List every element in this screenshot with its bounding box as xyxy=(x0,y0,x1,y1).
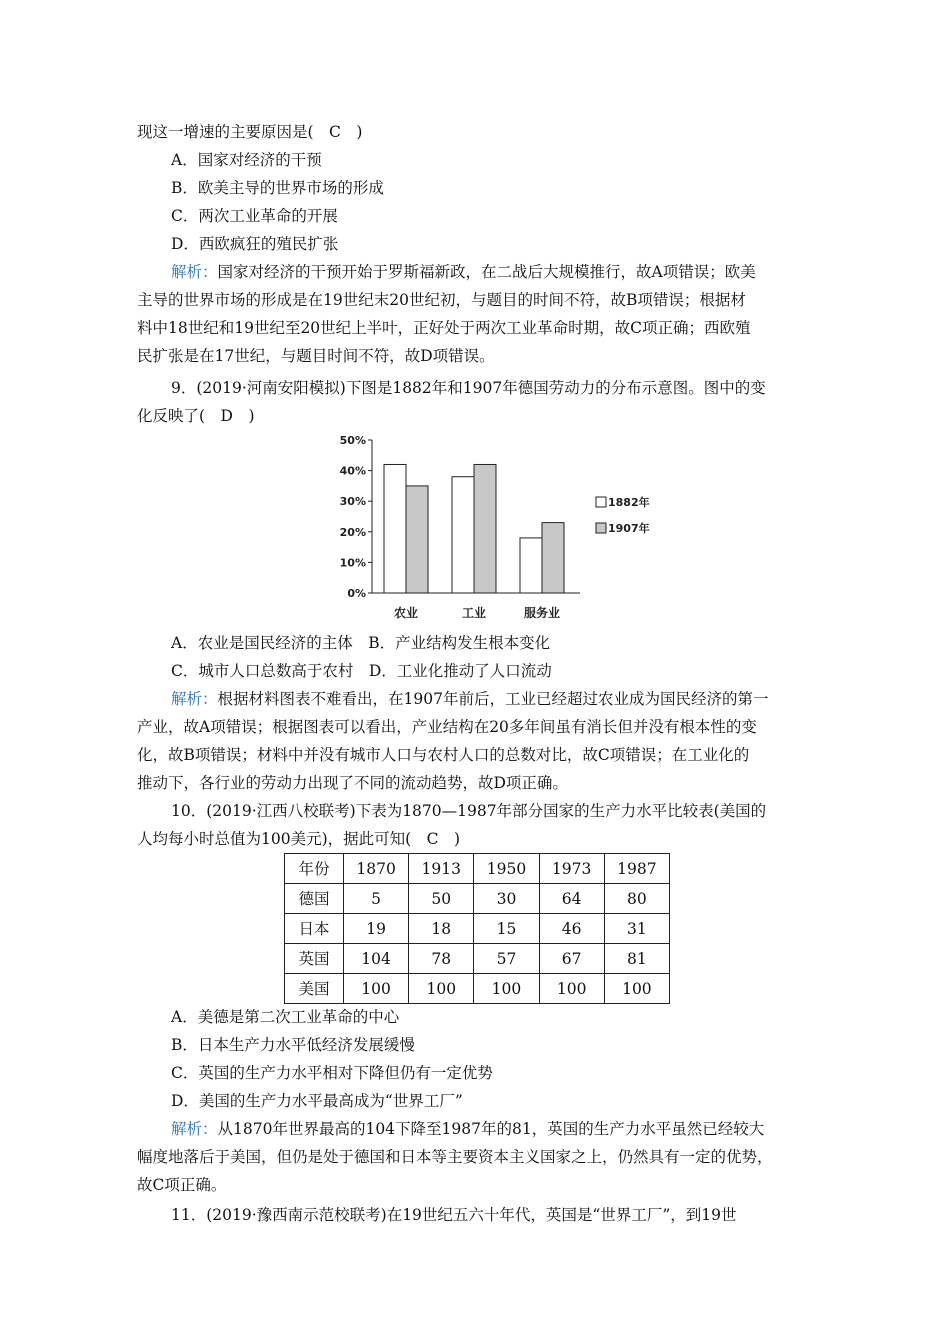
table-cell: 1987 xyxy=(604,854,669,884)
table-cell: 100 xyxy=(409,974,474,1004)
table-cell: 67 xyxy=(539,944,604,974)
table-cell: 18 xyxy=(409,914,474,944)
q9-analysis-line-4: 推动下，各行业的劳动力出现了不同的流动趋势，故D项正确。 xyxy=(137,774,568,792)
q8-analysis-line-3: 料中18世纪和19世纪至20世纪上半叶，正好处于两次工业革命时期，故C项正确；西欧殖 xyxy=(137,319,751,337)
q10-option-d: D．美国的生产力水平最高成为“世界工厂” xyxy=(171,1092,463,1110)
q8-stem-tail: 现这一增速的主要原因是( C ) xyxy=(137,123,363,141)
bar-1907年-工业 xyxy=(474,464,496,593)
y-tick-label: 50% xyxy=(339,434,366,447)
q8-analysis-line-1: 解析：国家对经济的干预开始于罗斯福新政，在二战后大规模推行，故A项错误；欧美 xyxy=(171,263,756,281)
q11-stem-line-1: 11．(2019·豫西南示范校联考)在19世纪五六十年代，英国是“世界工厂”，到19世 xyxy=(171,1206,737,1224)
table-cell: 30 xyxy=(474,884,539,914)
table-cell: 100 xyxy=(474,974,539,1004)
q10-analysis-line-1: 解析：从1870年世界最高的104下降至1987年的81，英国的生产力水平虽然已经较大 xyxy=(171,1120,765,1138)
q8-option-c: C．两次工业革命的开展 xyxy=(171,207,338,225)
table-cell: 100 xyxy=(539,974,604,1004)
q10-analysis-line-2: 幅度地落后于美国，但仍是处于德国和日本等主要资本主义国家之上，仍然具有一定的优势， xyxy=(137,1148,773,1166)
q10-stem-line-1: 10．(2019·江西八校联考)下表为1870—1987年部分国家的生产力水平比较表(美国的 xyxy=(171,802,767,820)
q10-option-a: A．美德是第二次工业革命的中心 xyxy=(171,1008,400,1026)
table-row xyxy=(285,884,670,914)
legend-label: 1882年 xyxy=(608,496,650,509)
q9-options-ab: A．农业是国民经济的主体 B．产业结构发生根本变化 xyxy=(171,634,551,652)
bar-1907年-农业 xyxy=(406,486,428,593)
productivity-table xyxy=(284,853,670,1004)
legend-swatch xyxy=(596,523,606,533)
table-cell: 64 xyxy=(539,884,604,914)
q9-stem-line-1: 9．(2019·河南安阳模拟)下图是1882年和1907年德国劳动力的分布示意图。图中的变 xyxy=(171,379,766,397)
q9-analysis-line-1: 解析：根据材料图表不难看出，在1907年前后，工业已经超过农业成为国民经济的第一 xyxy=(171,690,769,708)
table-cell: 5 xyxy=(344,884,409,914)
y-tick-label: 30% xyxy=(339,495,366,509)
table-cell: 英国 xyxy=(285,944,344,974)
table-cell: 80 xyxy=(604,884,669,914)
x-category-label: 服务业 xyxy=(523,606,561,620)
analysis-label: 解析： xyxy=(171,263,218,281)
y-tick-label: 0% xyxy=(347,587,366,600)
table-cell: 50 xyxy=(409,884,474,914)
table-row xyxy=(285,944,670,974)
q9-stem-line-2: 化反映了( D ) xyxy=(137,407,255,425)
table-cell: 1973 xyxy=(539,854,604,884)
table-cell: 19 xyxy=(344,914,409,944)
table-header-row xyxy=(285,854,670,884)
table-cell: 31 xyxy=(604,914,669,944)
legend-swatch xyxy=(596,497,606,507)
q9-analysis-line-3: 化，故B项错误；材料中并没有城市人口与农村人口的总数对比，故C项错误；在工业化的 xyxy=(137,746,750,764)
bar-1882年-服务业 xyxy=(520,538,542,593)
table-cell: 81 xyxy=(604,944,669,974)
table-cell: 1870 xyxy=(344,854,409,884)
bar-1882年-工业 xyxy=(452,477,474,593)
q8-analysis-line-4: 民扩张是在17世纪，与题目时间不符，故D项错误。 xyxy=(137,347,495,365)
bar-1882年-农业 xyxy=(384,464,406,593)
analysis-label: 解析： xyxy=(171,1120,218,1138)
q10-option-b: B．日本生产力水平低经济发展缓慢 xyxy=(171,1036,415,1054)
q8-option-b: B．欧美主导的世界市场的形成 xyxy=(171,179,384,197)
q8-analysis-line-2: 主导的世界市场的形成是在19世纪末20世纪初，与题目的时间不符，故B项错误；根据材 xyxy=(137,291,746,309)
table-cell: 100 xyxy=(344,974,409,1004)
table-cell: 100 xyxy=(604,974,669,1004)
x-category-label: 工业 xyxy=(461,606,487,620)
q8-option-a: A．国家对经济的干预 xyxy=(171,151,322,169)
labor-distribution-chart xyxy=(330,430,660,630)
q9-analysis-line-2: 产业，故A项错误；根据图表可以看出，产业结构在20多年间虽有消长但并没有根本性的变 xyxy=(137,718,757,736)
table-cell: 78 xyxy=(409,944,474,974)
table-cell: 57 xyxy=(474,944,539,974)
q9-options-cd: C．城市人口总数高于农村 D．工业化推动了人口流动 xyxy=(171,662,552,680)
q10-stem-line-2: 人均每小时总值为100美元)，据此可知( C ) xyxy=(137,830,461,848)
q10-option-c: C．英国的生产力水平相对下降但仍有一定优势 xyxy=(171,1064,493,1082)
bar-1907年-服务业 xyxy=(542,523,564,593)
y-tick-label: 10% xyxy=(339,556,366,570)
q10-analysis-line-3: 故C项正确。 xyxy=(137,1176,227,1194)
q8-option-d: D．西欧疯狂的殖民扩张 xyxy=(171,235,339,253)
table-cell: 德国 xyxy=(285,884,344,914)
table-cell: 年份 xyxy=(285,854,344,884)
table-cell: 15 xyxy=(474,914,539,944)
table-cell: 1913 xyxy=(409,854,474,884)
y-tick-label: 40% xyxy=(339,464,366,478)
table-row xyxy=(285,974,670,1004)
x-category-label: 农业 xyxy=(393,606,419,620)
legend-label: 1907年 xyxy=(608,522,650,535)
table-cell: 日本 xyxy=(285,914,344,944)
table-cell: 104 xyxy=(344,944,409,974)
table-row xyxy=(285,914,670,944)
y-tick-label: 20% xyxy=(339,525,366,539)
analysis-label: 解析： xyxy=(171,690,218,708)
table-cell: 46 xyxy=(539,914,604,944)
table-cell: 1950 xyxy=(474,854,539,884)
table-cell: 美国 xyxy=(285,974,344,1004)
